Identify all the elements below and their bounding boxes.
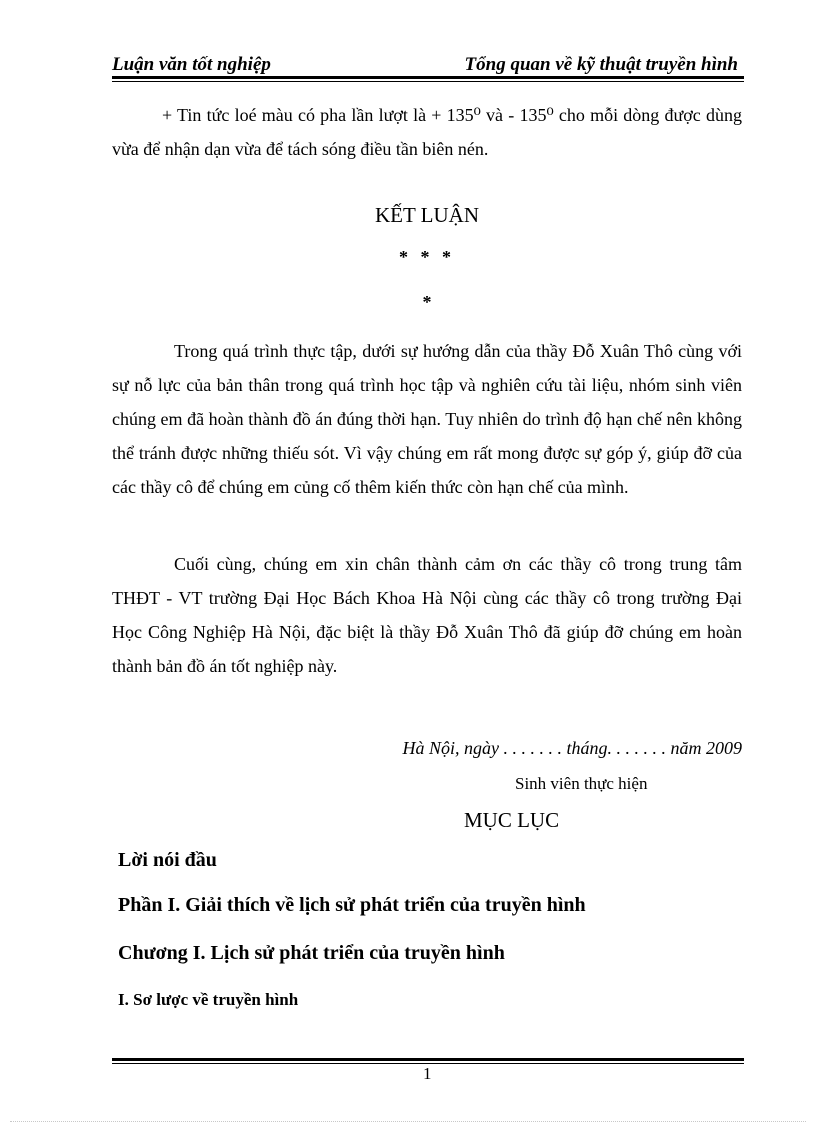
section-star: * (422, 292, 432, 312)
toc-item: I. Sơ lược về truyền hình (118, 990, 299, 1009)
toc-item: Chương I. Lịch sử phát triển của truyền hình (118, 942, 505, 964)
intro-paragraph: + Tin tức loé màu có pha lần lượt là + 135⁰ và - 135⁰ cho mỗi dòng được dùng vừa để nhận dạn vừa để tách sóng điều tần biên nén. (112, 105, 742, 159)
date-line: Hà Nội, ngày . . . . . . . tháng. . . . . . . năm 2009 (402, 738, 742, 758)
toc-item: Phần I. Giải thích về lịch sử phát triển của truyền hình (118, 894, 586, 916)
header-left-title: Luận văn tốt nghiệp (112, 54, 271, 75)
header-rule-thick (112, 76, 744, 79)
conclusion-paragraph-2: Cuối cùng, chúng em xin chân thành cảm ơn các thầy cô trong trung tâm THĐT - VT trường Đại Học Bách Khoa Hà Nội cùng các thầy cô trong trường Đại Học Công Nghiệp Hà Nội, đặc biệt là thầy Đỗ Xuân Thô đã giúp đỡ chúng em hoàn thành bản đồ án tốt nghiệp này. (112, 554, 742, 676)
page-header (112, 54, 744, 76)
toc-title: MỤC LỤC (464, 808, 560, 832)
page-edge-divider (10, 1121, 806, 1122)
conclusion-title: KẾT LUẬN (374, 203, 479, 227)
header-rule-thin (112, 81, 744, 82)
toc-item: Lời nói đầu (118, 849, 217, 871)
footer-rule-thick (112, 1058, 744, 1061)
conclusion-paragraph-1: Trong quá trình thực tập, dưới sự hướng dẫn của thầy Đỗ Xuân Thô cùng với sự nỗ lực của bản thân trong quá trình học tập và nghiên cứu tài liệu, nhóm sinh viên chúng em đã hoàn thành đồ án đúng thời hạn. Tuy nhiên do trình độ hạn chế nên không thể tránh được những thiếu sót. Vì vậy chúng em rất mong được sự góp ý, giúp đỡ của các thầy cô để chúng em củng cố thêm kiến thức còn hạn chế của mình. (112, 341, 742, 497)
header-right-title: Tổng quan về kỹ thuật truyền hình (464, 54, 738, 75)
section-stars: * * * (399, 247, 455, 267)
signer-label: Sinh viên thực hiện (515, 774, 648, 793)
page-number: 1 (423, 1064, 432, 1083)
